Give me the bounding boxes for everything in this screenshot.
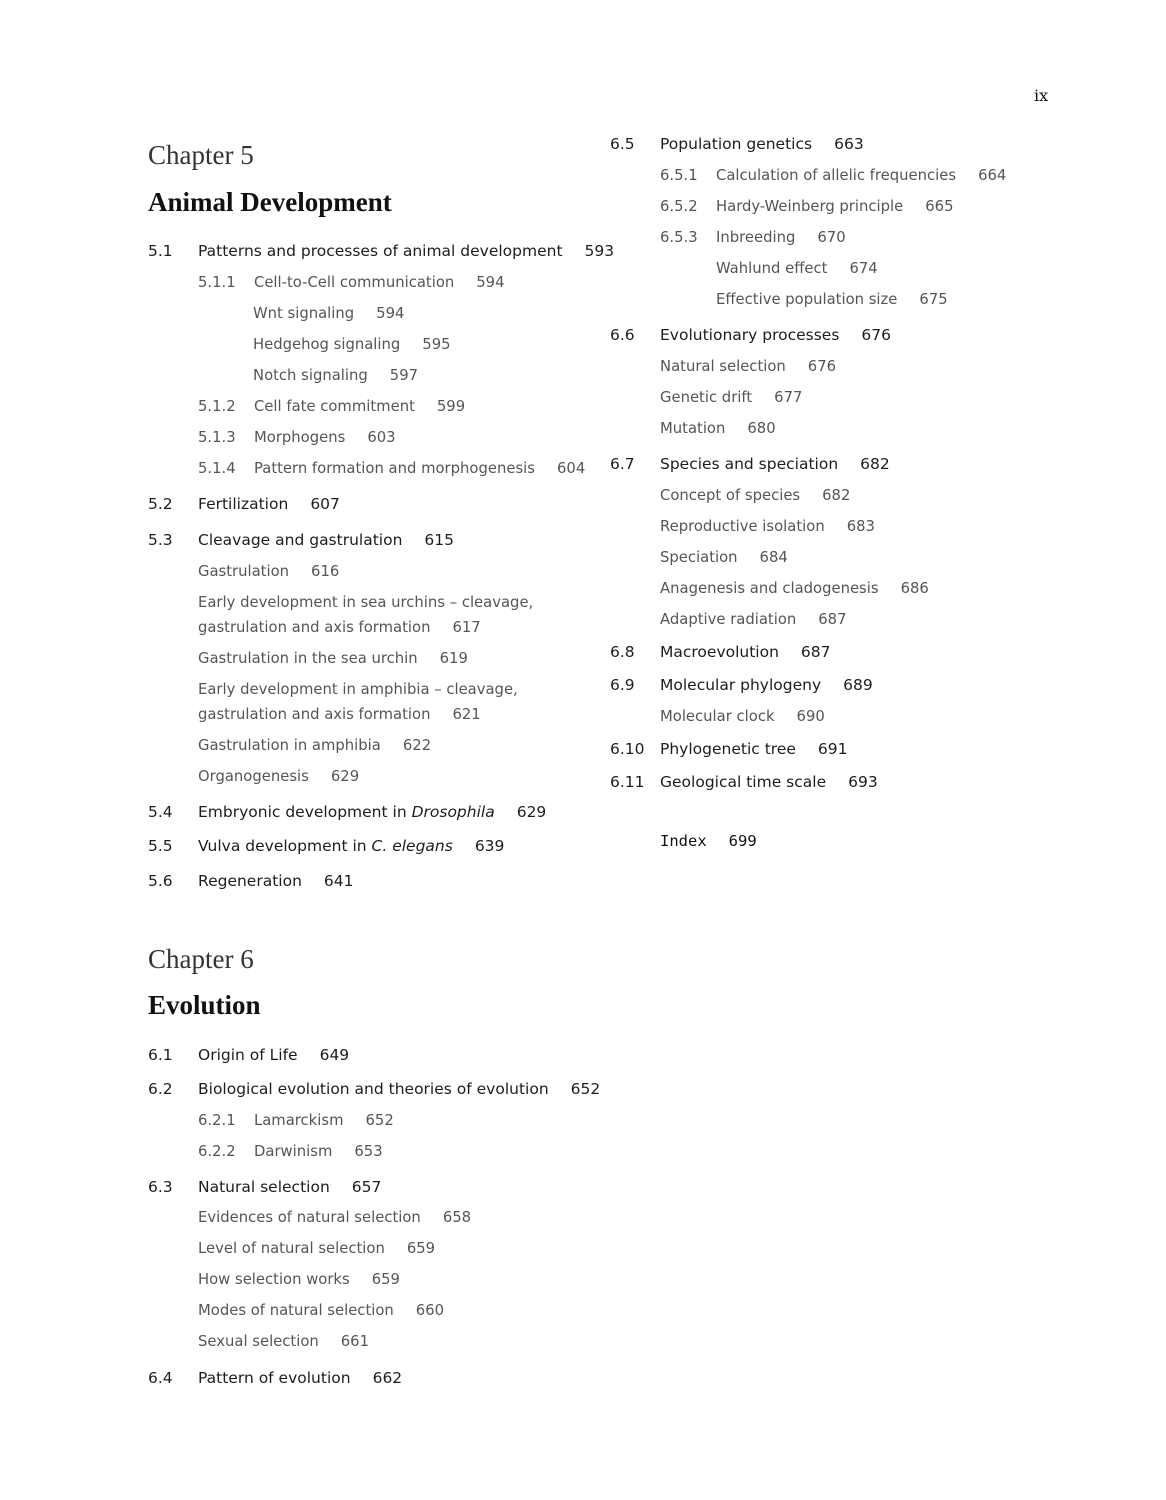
toc-entry-title: Cell-to-Cell communication <box>254 274 455 291</box>
toc-entry-title: Evolutionary processes <box>660 326 840 344</box>
toc-entry-page: 607 <box>310 495 340 513</box>
chapter-5-label: Chapter 5 <box>148 140 254 170</box>
toc-entry[interactable] <box>198 276 505 291</box>
toc-entry-title: Regeneration <box>198 872 302 890</box>
toc-entry-title: Pattern formation and morphogenesis <box>254 460 535 477</box>
toc-entry-title-italic: C. elegans <box>371 837 453 855</box>
toc-entry[interactable] <box>610 645 831 661</box>
toc-entry-page: 687 <box>800 643 831 661</box>
toc-entry-title: Embryonic development in <box>198 803 412 821</box>
toc-entry-title: Patterns and processes of animal development <box>198 242 563 260</box>
toc-entry-title: Evidences of natural selection <box>198 1209 421 1226</box>
toc-entry-page: 659 <box>371 1271 400 1288</box>
toc-entry[interactable] <box>198 1114 394 1129</box>
toc-entry[interactable] <box>198 565 339 580</box>
toc-entry[interactable] <box>610 775 878 791</box>
toc-entry-page: 629 <box>330 768 360 785</box>
toc-entry[interactable] <box>198 1242 435 1257</box>
toc-entry-page: 599 <box>436 398 466 415</box>
toc-entry-title-italic: Drosophila <box>411 803 495 821</box>
toc-entry-title: Mutation <box>660 420 726 437</box>
toc-entry[interactable] <box>198 770 359 785</box>
toc-entry-title: Phylogenetic tree <box>660 740 796 758</box>
toc-entry-page: 677 <box>774 389 803 406</box>
toc-entry-page: 682 <box>822 487 851 504</box>
toc-entry-title: gastrulation and axis formation <box>198 619 431 636</box>
toc-entry-title: Adaptive radiation <box>660 611 797 628</box>
toc-entry-title: Concept of species <box>660 487 801 504</box>
toc-entry-number: 5.1.1 <box>198 274 236 291</box>
toc-entry[interactable] <box>716 262 878 277</box>
toc-entry[interactable] <box>198 1335 369 1350</box>
toc-entry-number: 6.7 <box>610 455 635 473</box>
toc-entry[interactable] <box>660 169 1006 184</box>
toc-entry-page: 689 <box>843 676 873 694</box>
chapter-6-label: Chapter 6 <box>148 944 254 974</box>
toc-entry[interactable] <box>253 307 404 322</box>
toc-entry[interactable] <box>716 293 948 308</box>
toc-entry-page: 662 <box>372 1369 403 1387</box>
toc-entry-number: 6.3 <box>148 1178 173 1196</box>
toc-entry-page: 603 <box>367 429 396 446</box>
toc-entry-page: 663 <box>834 135 864 153</box>
toc-entry-page: 641 <box>323 872 354 890</box>
toc-entry-page: 680 <box>747 420 776 437</box>
toc-entry-page: 621 <box>452 706 481 723</box>
toc-entry-title: Inbreeding <box>716 229 796 246</box>
toc-entry-title: Natural selection <box>198 1178 330 1196</box>
toc-entry-page: 665 <box>925 198 954 215</box>
toc-entry-page: 622 <box>402 737 432 754</box>
toc-entry-title: Modes of natural selection <box>198 1302 394 1319</box>
toc-entry[interactable] <box>660 489 850 504</box>
page-number: ix <box>1034 86 1049 105</box>
toc-entry-title: Organogenesis <box>198 768 309 785</box>
toc-entry-title: Population genetics <box>660 135 813 153</box>
toc-entry-title: Gastrulation <box>198 563 290 580</box>
toc-entry[interactable] <box>148 1371 402 1387</box>
toc-entry[interactable] <box>198 1273 400 1288</box>
toc-entry-title: Species and speciation <box>660 455 839 473</box>
toc-entry-title: Molecular clock <box>660 708 775 725</box>
toc-entry-title: Origin of Life <box>198 1046 298 1064</box>
toc-entry-page: 604 <box>556 460 586 477</box>
toc-entry-page: 615 <box>424 531 454 549</box>
index-page: 699 <box>728 832 757 850</box>
toc-entry-number: 5.1.3 <box>198 429 236 446</box>
toc-entry-number: 5.2 <box>148 495 173 513</box>
toc-entry-number: 6.6 <box>610 326 635 344</box>
toc-entry-number: 6.5.2 <box>660 198 698 215</box>
toc-entry-title: Wnt signaling <box>253 305 355 322</box>
toc-entry-title: Level of natural selection <box>198 1240 385 1257</box>
toc-entry-number: 5.1.2 <box>198 398 236 415</box>
toc-entry[interactable] <box>148 1180 381 1196</box>
toc-entry-page: 659 <box>406 1240 436 1257</box>
toc-entry-page: 594 <box>476 274 505 291</box>
toc-entry-page: 684 <box>759 549 788 566</box>
toc-entry[interactable] <box>198 431 396 446</box>
toc-entry-title: Hedgehog signaling <box>253 336 401 353</box>
toc-entry-title: Natural selection <box>660 358 786 375</box>
toc-entry-page: 619 <box>439 650 468 667</box>
toc-entry-number: 6.4 <box>148 1369 173 1387</box>
toc-entry-page: 691 <box>817 740 848 758</box>
toc-entry-title: Sexual selection <box>198 1333 319 1350</box>
toc-entry-number: 5.5 <box>148 837 173 855</box>
toc-entry-title: Biological evolution and theories of evolution <box>198 1080 549 1098</box>
toc-entry[interactable] <box>198 621 481 636</box>
toc-entry[interactable] <box>660 551 788 566</box>
chapter-6-title: Evolution <box>148 990 261 1020</box>
toc-entry-number: 6.11 <box>610 773 645 791</box>
toc-entry[interactable] <box>198 1211 471 1226</box>
toc-entry[interactable] <box>198 462 585 477</box>
toc-entry-number: 6.8 <box>610 643 635 661</box>
toc-entry-page: 670 <box>817 229 846 246</box>
toc-entry[interactable] <box>253 338 451 353</box>
toc-entry[interactable] <box>610 328 891 344</box>
toc-entry-title: Vulva development in <box>198 837 372 855</box>
toc-entry[interactable] <box>198 400 465 415</box>
toc-entry-title: Gastrulation in the sea urchin <box>198 650 418 667</box>
toc-entry-page: 687 <box>818 611 847 628</box>
toc-entry[interactable] <box>610 457 890 473</box>
toc-entry-title: Cell fate commitment <box>254 398 415 415</box>
toc-entry-title: Morphogens <box>254 429 346 446</box>
toc-entry-title: Effective population size <box>716 291 898 308</box>
toc-entry-title: How selection works <box>198 1271 350 1288</box>
index-label: Index <box>660 832 707 850</box>
toc-entry-number: 5.6 <box>148 872 173 890</box>
toc-entry[interactable] <box>148 839 504 855</box>
toc-entry-page: 617 <box>452 619 481 636</box>
toc-entry-number: 5.3 <box>148 531 173 549</box>
toc-entry-title: gastrulation and axis formation <box>198 706 431 723</box>
toc-entry[interactable] <box>198 708 481 723</box>
toc-entry[interactable] <box>660 360 836 375</box>
toc-entry[interactable] <box>198 683 518 698</box>
toc-entry[interactable] <box>148 244 614 260</box>
toc-entry-page: 664 <box>978 167 1007 184</box>
toc-entry-number: 6.2 <box>148 1080 173 1098</box>
toc-entry-page: 649 <box>319 1046 350 1064</box>
toc-entry-number: 5.4 <box>148 803 173 821</box>
toc-entry-page: 597 <box>389 367 419 384</box>
toc-entry[interactable] <box>198 1145 383 1160</box>
toc-entry-page: 653 <box>354 1143 383 1160</box>
toc-entry[interactable] <box>198 1304 444 1319</box>
toc-entry-number: 5.1 <box>148 242 173 260</box>
toc-entry-title: Lamarckism <box>254 1112 344 1129</box>
toc-entry-title: Speciation <box>660 549 738 566</box>
toc-entry-number: 6.5.1 <box>660 167 698 184</box>
toc-entry[interactable] <box>198 652 468 667</box>
toc-entry-number: 6.5 <box>610 135 635 153</box>
toc-entry[interactable] <box>610 742 847 758</box>
toc-entry[interactable] <box>660 200 954 215</box>
toc-entry-number: 6.10 <box>610 740 645 758</box>
toc-entry-number: 6.5.3 <box>660 229 698 246</box>
toc-entry-title: Gastrulation in amphibia <box>198 737 381 754</box>
toc-entry-page: 616 <box>311 563 340 580</box>
toc-entry-title: Notch signaling <box>253 367 368 384</box>
toc-entry-title: Calculation of allelic frequencies <box>716 167 957 184</box>
toc-entry-page: 661 <box>340 1333 370 1350</box>
toc-entry-title: Wahlund effect <box>716 260 828 277</box>
toc-entry-page: 660 <box>415 1302 445 1319</box>
toc-entry-title: Molecular phylogeny <box>660 676 822 694</box>
index-entry[interactable] <box>660 834 757 850</box>
toc-entry-title: Darwinism <box>254 1143 333 1160</box>
toc-entry-page: 674 <box>849 260 878 277</box>
toc-entry-title: Cleavage and gastrulation <box>198 531 403 549</box>
toc-entry-number: 6.1 <box>148 1046 173 1064</box>
toc-entry-page: 657 <box>351 1178 382 1196</box>
toc-entry-page: 595 <box>422 336 451 353</box>
toc-entry[interactable] <box>660 231 846 246</box>
toc-entry-title: Macroevolution <box>660 643 779 661</box>
toc-entry[interactable] <box>148 533 454 549</box>
toc-entry-number: 5.1.4 <box>198 460 236 477</box>
toc-entry-title: Early development in sea urchins – cleavage, <box>198 594 534 611</box>
toc-entry-page: 690 <box>796 708 825 725</box>
toc-entry[interactable] <box>660 582 929 597</box>
toc-entry[interactable] <box>660 520 875 535</box>
toc-entry-title: Hardy-Weinberg principle <box>716 198 904 215</box>
toc-entry-title: Fertilization <box>198 495 289 513</box>
toc-entry-number: 6.2.1 <box>198 1112 236 1129</box>
toc-entry-page: 676 <box>807 358 837 375</box>
toc-entry-number: 6.2.2 <box>198 1143 236 1160</box>
toc-entry-page: 693 <box>848 773 878 791</box>
toc-entry[interactable] <box>660 391 802 406</box>
toc-entry[interactable] <box>148 1082 600 1098</box>
toc-entry-page: 676 <box>861 326 892 344</box>
toc-entry-page: 658 <box>442 1209 472 1226</box>
toc-entry[interactable] <box>660 613 847 628</box>
toc-entry[interactable] <box>148 1048 349 1064</box>
toc-entry-page: 593 <box>584 242 615 260</box>
toc-entry-title: Early development in amphibia – cleavage, <box>198 681 518 698</box>
toc-entry[interactable] <box>148 874 354 890</box>
toc-entry-page: 682 <box>860 455 890 473</box>
toc-entry[interactable] <box>660 710 825 725</box>
toc-entry-title: Anagenesis and cladogenesis <box>660 580 879 597</box>
toc-entry-page: 639 <box>474 837 505 855</box>
toc-entry-page: 652 <box>570 1080 601 1098</box>
toc-entry-title: Geological time scale <box>660 773 827 791</box>
toc-entry-page: 652 <box>365 1112 394 1129</box>
toc-entry-page: 594 <box>376 305 405 322</box>
toc-entry-title: Reproductive isolation <box>660 518 825 535</box>
chapter-5-title: Animal Development <box>148 187 392 217</box>
toc-entry-page: 686 <box>900 580 929 597</box>
toc-entry-title: Genetic drift <box>660 389 753 406</box>
toc-entry-page: 675 <box>919 291 948 308</box>
toc-entry[interactable] <box>610 137 864 153</box>
toc-entry[interactable] <box>253 369 418 384</box>
toc-entry[interactable] <box>148 497 340 513</box>
toc-entry-page: 683 <box>846 518 875 535</box>
toc-entry[interactable] <box>660 422 776 437</box>
toc-entry[interactable] <box>198 739 431 754</box>
toc-entry-title: Pattern of evolution <box>198 1369 351 1387</box>
toc-entry[interactable] <box>148 805 546 821</box>
toc-entry[interactable] <box>198 596 533 611</box>
toc-entry[interactable] <box>610 678 873 694</box>
toc-entry-number: 6.9 <box>610 676 635 694</box>
toc-entry-page: 629 <box>516 803 547 821</box>
